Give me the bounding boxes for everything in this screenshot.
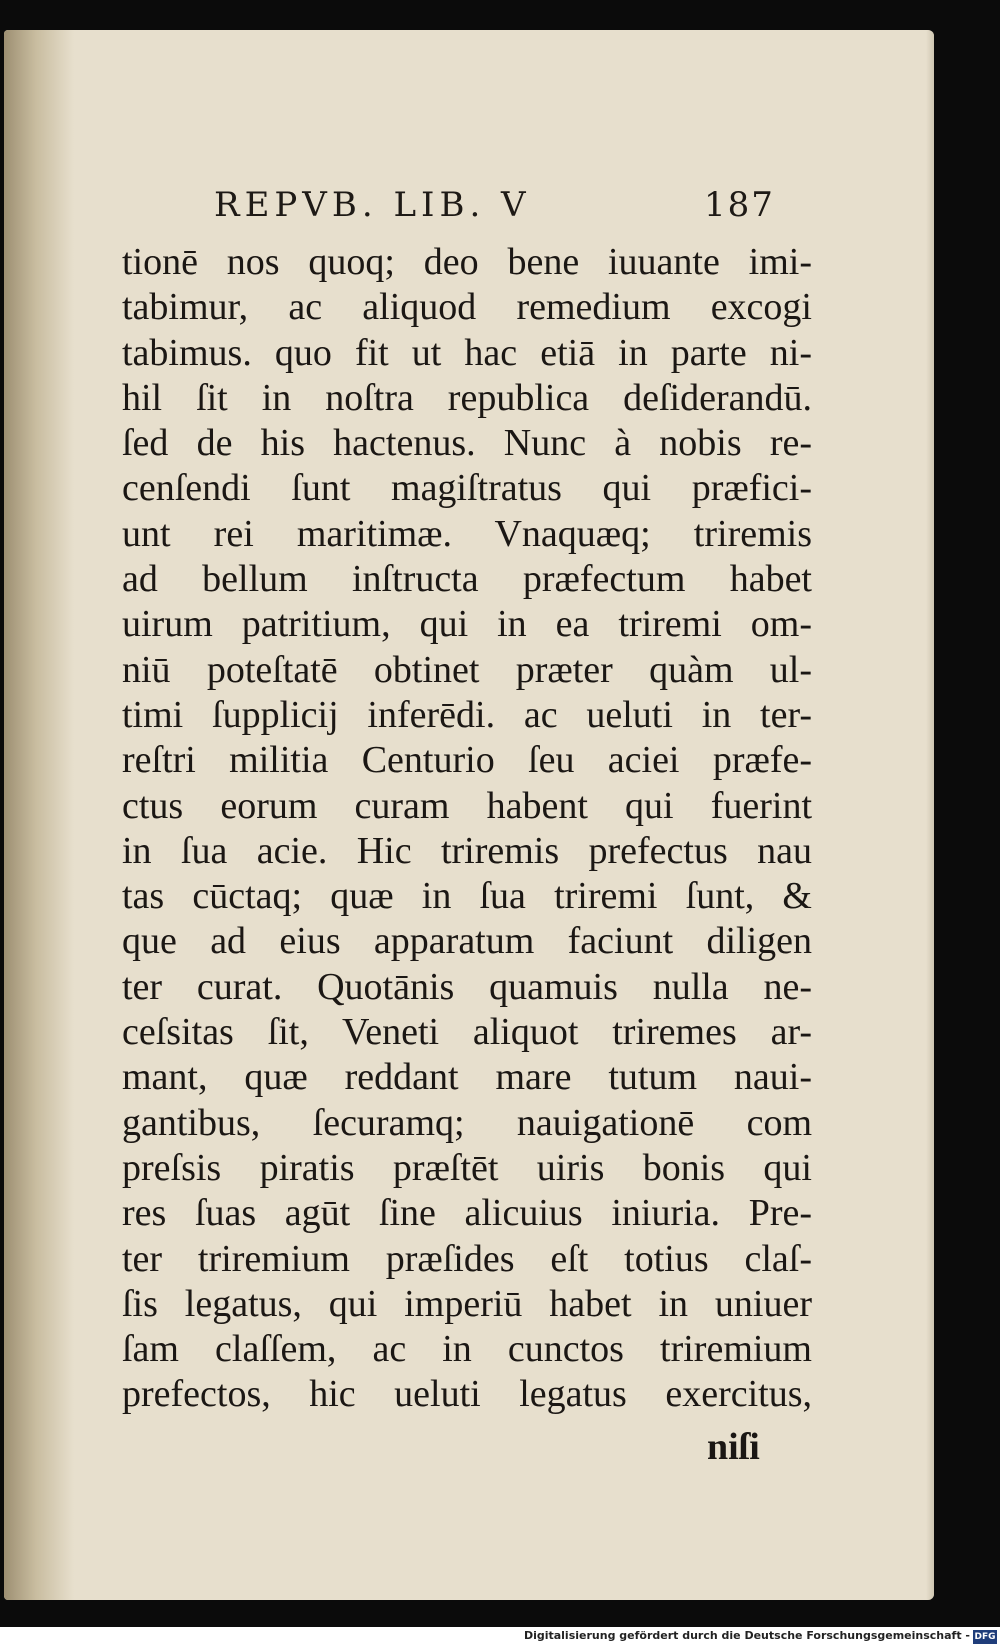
body-text (122, 240, 812, 1418)
text-line: ſam claſſem, ac in cunctos triremium (122, 1328, 812, 1371)
text-line: ad bellum inſtructa præfectum habet (122, 558, 812, 601)
text-line: mant, quæ reddant mare tutum naui- (122, 1056, 812, 1099)
text-line: tabimus. quo fit ut hac etiā in parte ni- (122, 331, 812, 374)
page-edge (926, 30, 934, 1600)
page-number: 187 (704, 185, 775, 225)
text-line: tionē nos quoq; deo bene iuuante imi- (122, 241, 812, 283)
text-line: in ſua acie. Hic triremis prefectus nau (122, 829, 812, 872)
text-line: res ſuas agūt ſine alicuius iniuria. Pre- (122, 1192, 812, 1235)
text-line: tabimur, ac aliquod remedium excogi (122, 286, 812, 329)
text-line: tas cūctaq; quæ in ſua triremi ſunt, & (122, 875, 812, 918)
funding-credit: Digitalisierung gefördert durch die Deutsche Forschungsgemeinschaft - (523, 1629, 970, 1642)
text-line: ctus eorum curam habent qui fuerint (122, 784, 812, 827)
text-line: que ad eius apparatum faciunt diligen (122, 920, 812, 963)
text-line: gantibus, ſecuramq; nauigationē com (122, 1101, 812, 1144)
dfg-logo: DFG (974, 1632, 996, 1642)
text-line: ter curat. Quotānis quamuis nulla ne- (122, 965, 812, 1008)
text-line: hil ſit in noſtra republica deſiderandū. (122, 376, 812, 419)
text-line: preſsis piratis præſtēt uiris bonis qui (122, 1146, 812, 1189)
book-page (4, 30, 934, 1600)
catchword: niſi (707, 1426, 760, 1468)
text-line: unt rei maritimæ. Vnaquæq; triremis (122, 512, 812, 555)
text-line: ter triremium præſides eſt totius claſ- (122, 1237, 812, 1280)
text-line: prefectos, hic ueluti legatus exercitus, (122, 1373, 812, 1416)
text-line: niū poteſtatē obtinet præter quàm ul- (122, 648, 812, 691)
gutter-shadow (4, 30, 74, 1600)
text-line: ſed de his hactenus. Nunc à nobis re- (122, 422, 812, 465)
running-head-title: REPVB. LIB. V (214, 185, 531, 225)
text-line: cenſendi ſunt magiſtratus qui præfici- (122, 467, 812, 510)
digitization-footer (0, 1627, 1000, 1647)
text-line: ceſsitas ſit, Veneti aliquot triremes ar- (122, 1011, 812, 1054)
text-line: ſis legatus, qui imperiū habet in uniuer (122, 1282, 812, 1325)
text-line: uirum patritium, qui in ea triremi om- (122, 603, 812, 646)
text-line: timi ſupplicij inferēdi. ac ueluti in ter- (122, 693, 812, 736)
text-line: reſtri militia Centurio ſeu aciei præfe- (122, 739, 812, 782)
